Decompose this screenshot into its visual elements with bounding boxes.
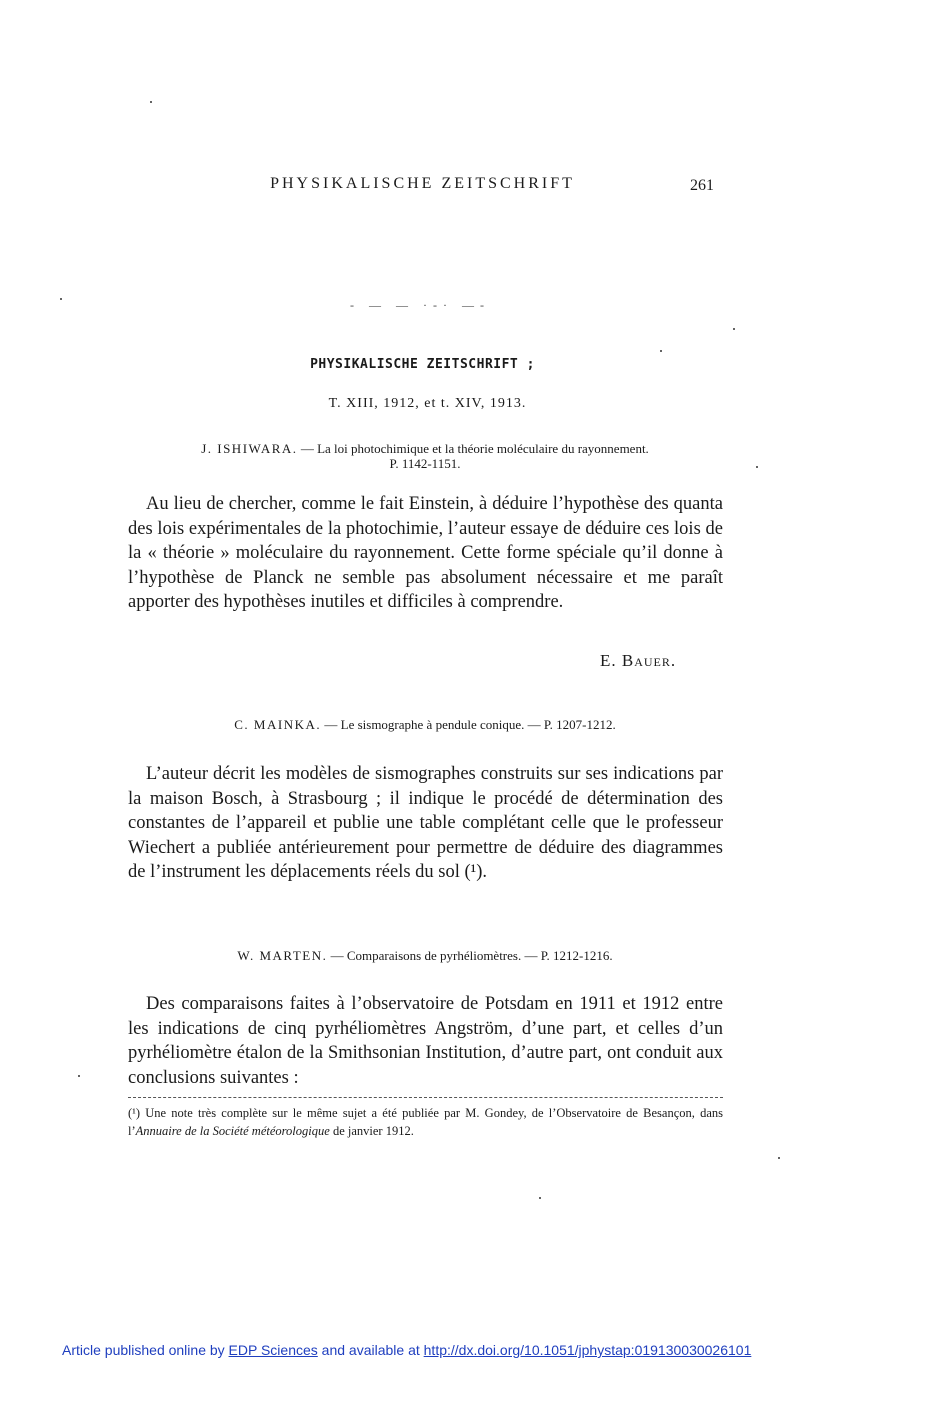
entry-body-marten: Des comparaisons faites à l’observatoire de Potsdam en 1911 et 1912 entre les indications de cinq pyrhéliomètres Angström, d’une part, et celles d’un pyrhéliomètre étalon de la Smithsonian Institution, d’autre part, ont conduit aux conclusions suivantes : (128, 994, 723, 1088)
scan-speck (756, 466, 758, 468)
scan-speck (60, 298, 62, 300)
publisher-middle: and available at (317, 1342, 424, 1358)
journal-title: PHYSIKALISCHE ZEITSCHRIFT ; (310, 357, 535, 372)
signature-initial: E. (600, 651, 617, 670)
entry-reference-mainka (120, 717, 730, 732)
entry-reference-marten (120, 948, 730, 963)
entry-pages: P. 1142-1151. (389, 456, 461, 471)
edp-sciences-link[interactable]: EDP Sciences (228, 1342, 318, 1358)
footnote-reference: (¹). (464, 862, 488, 882)
entry-body-ishiwara: Au lieu de chercher, comme le fait Einstein, à déduire l’hypothèse des quanta des lois expérimentales de la photochimie, l’auteur essaye de déduire ces lois de la « théorie » moléculaire du rayonnement. Cette forme spéciale qu’il donne à l’hypothèse de Planck ne semble pas absolument nécessaire et me paraît apporter des hypothèses inutiles et difficiles à comprendre. (128, 494, 723, 612)
entry-body-mainka (128, 762, 723, 885)
footnote-journal-title: Annuaire de la Société météorologique (135, 1124, 330, 1138)
footnote-text-end: de janvier 1912. (329, 1124, 414, 1138)
footnote-rule (128, 1097, 723, 1098)
scan-speck (733, 328, 735, 330)
scan-speck (78, 1075, 80, 1077)
journal-volumes: T. XIII, 1912, et t. XIV, 1913. (328, 396, 527, 411)
publisher-prefix: Article published online by (62, 1342, 229, 1358)
entry-reference-ishiwara (120, 441, 730, 471)
entry-author: C. MAINKA. (234, 717, 322, 732)
entry-title: — La loi photochimique et la théorie moléculaire du rayonnement. (297, 441, 649, 456)
running-title: PHYSIKALISCHE ZEITSCHRIFT (270, 175, 575, 192)
scan-speck (150, 101, 152, 103)
entry-title: — Comparaisons de pyrhéliomètres. — P. 1212-1216. (327, 948, 613, 963)
footnote (128, 1104, 723, 1140)
entry-title: — Le sismographe à pendule conique. — P. 1207-1212. (321, 717, 616, 732)
signature-name: Bauer. (621, 651, 677, 670)
section-separator: - — — ·-· —- (350, 298, 490, 312)
publisher-line (62, 1342, 751, 1358)
doi-link[interactable]: http://dx.doi.org/10.1051/jphystap:019130030026101 (423, 1342, 752, 1358)
entry-author: J. ISHIWARA. (201, 441, 298, 456)
entry-body-text: L’auteur décrit les modèles de sismographes construits sur ses indications par la maison Bosch, à Strasbourg ; il indique le procédé de détermination des constantes de l’appareil et publie une table complétant celle que le professeur Wiechert a publiée antérieurement pour permettre de déduire des diagrammes de l’instrument les déplacements réels du sol (128, 764, 723, 882)
scan-speck (778, 1157, 780, 1159)
scan-speck (539, 1197, 541, 1199)
footnote-marker: (¹) (128, 1106, 141, 1120)
scan-speck (660, 350, 662, 352)
footnote-text: Une note très complète sur le même sujet a été publiée par M. Gondey, de l’Observatoire de Besançon, dans l’ (128, 1106, 723, 1138)
entry-author: W. MARTEN. (237, 948, 328, 963)
entry-signature (600, 651, 676, 671)
page-number: 261 (690, 177, 714, 194)
